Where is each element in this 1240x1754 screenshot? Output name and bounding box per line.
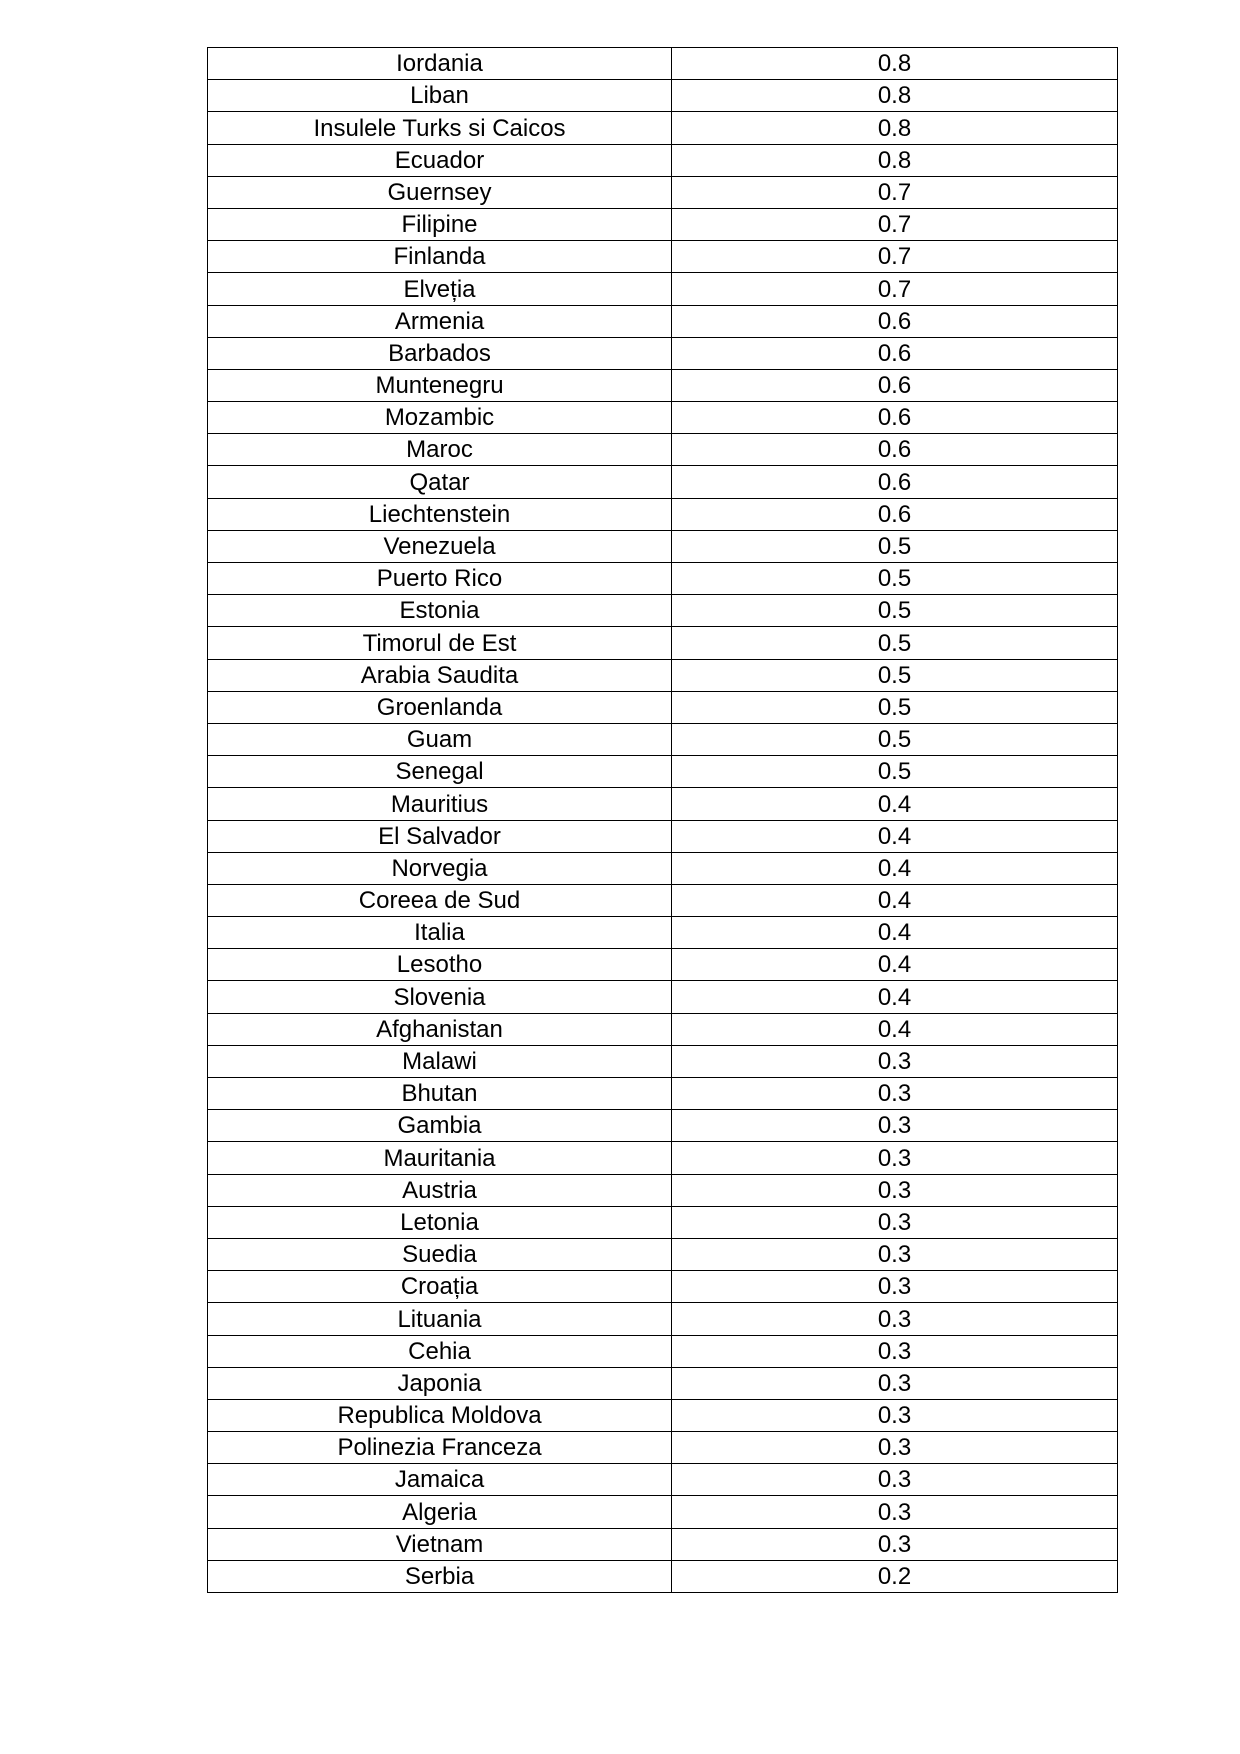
country-cell: Guam (208, 723, 672, 755)
table-row (208, 1496, 1118, 1528)
table-row (208, 1078, 1118, 1110)
value-cell: 0.3 (672, 1335, 1118, 1367)
country-cell: Puerto Rico (208, 563, 672, 595)
table-row (208, 1142, 1118, 1174)
country-cell: Ecuador (208, 144, 672, 176)
table-row (208, 369, 1118, 401)
table-row (208, 917, 1118, 949)
table-row (208, 80, 1118, 112)
table-row (208, 949, 1118, 981)
country-cell: Finlanda (208, 241, 672, 273)
table-row (208, 1335, 1118, 1367)
country-cell: Afghanistan (208, 1013, 672, 1045)
table-row (208, 1206, 1118, 1238)
value-cell: 0.8 (672, 80, 1118, 112)
value-cell: 0.3 (672, 1142, 1118, 1174)
value-cell: 0.3 (672, 1271, 1118, 1303)
table-row (208, 788, 1118, 820)
country-value-table (207, 47, 1118, 1593)
country-cell: Guernsey (208, 176, 672, 208)
value-cell: 0.3 (672, 1303, 1118, 1335)
country-cell: Bhutan (208, 1078, 672, 1110)
country-cell: Armenia (208, 305, 672, 337)
value-cell: 0.4 (672, 788, 1118, 820)
value-cell: 0.5 (672, 659, 1118, 691)
table-row (208, 627, 1118, 659)
value-cell: 0.8 (672, 112, 1118, 144)
value-cell: 0.3 (672, 1367, 1118, 1399)
value-cell: 0.7 (672, 208, 1118, 240)
value-cell: 0.3 (672, 1432, 1118, 1464)
value-cell: 0.3 (672, 1528, 1118, 1560)
value-cell: 0.3 (672, 1206, 1118, 1238)
country-cell: Timorul de Est (208, 627, 672, 659)
value-cell: 0.3 (672, 1464, 1118, 1496)
country-cell: Slovenia (208, 981, 672, 1013)
country-cell: Insulele Turks si Caicos (208, 112, 672, 144)
value-cell: 0.7 (672, 176, 1118, 208)
country-cell: Muntenegru (208, 369, 672, 401)
table-row (208, 1045, 1118, 1077)
country-cell: Liechtenstein (208, 498, 672, 530)
value-cell: 0.8 (672, 48, 1118, 80)
value-cell: 0.3 (672, 1399, 1118, 1431)
country-cell: Gambia (208, 1110, 672, 1142)
country-cell: Jamaica (208, 1464, 672, 1496)
value-cell: 0.6 (672, 402, 1118, 434)
country-cell: Senegal (208, 756, 672, 788)
country-cell: Estonia (208, 595, 672, 627)
value-cell: 0.6 (672, 466, 1118, 498)
table-row (208, 48, 1118, 80)
table-row (208, 756, 1118, 788)
country-cell: Italia (208, 917, 672, 949)
table-row (208, 241, 1118, 273)
value-cell: 0.2 (672, 1560, 1118, 1592)
country-cell: Lituania (208, 1303, 672, 1335)
country-cell: Venezuela (208, 530, 672, 562)
country-cell: Liban (208, 80, 672, 112)
country-cell: Polinezia Franceza (208, 1432, 672, 1464)
value-cell: 0.3 (672, 1045, 1118, 1077)
table-row (208, 1528, 1118, 1560)
value-cell: 0.5 (672, 756, 1118, 788)
value-cell: 0.7 (672, 273, 1118, 305)
country-cell: Serbia (208, 1560, 672, 1592)
table-row (208, 595, 1118, 627)
table-row (208, 402, 1118, 434)
country-cell: Barbados (208, 337, 672, 369)
table-row (208, 1432, 1118, 1464)
value-cell: 0.4 (672, 852, 1118, 884)
table-row (208, 112, 1118, 144)
country-cell: Croația (208, 1271, 672, 1303)
country-cell: Norvegia (208, 852, 672, 884)
country-cell: Qatar (208, 466, 672, 498)
country-cell: Groenlanda (208, 691, 672, 723)
table-row (208, 884, 1118, 916)
value-cell: 0.8 (672, 144, 1118, 176)
table-row (208, 144, 1118, 176)
country-cell: Suedia (208, 1238, 672, 1270)
country-cell: Filipine (208, 208, 672, 240)
table-row (208, 563, 1118, 595)
value-cell: 0.5 (672, 691, 1118, 723)
table-row (208, 1303, 1118, 1335)
country-cell: Vietnam (208, 1528, 672, 1560)
country-cell: Mauritius (208, 788, 672, 820)
country-cell: Malawi (208, 1045, 672, 1077)
table-row (208, 852, 1118, 884)
value-cell: 0.5 (672, 530, 1118, 562)
value-cell: 0.6 (672, 434, 1118, 466)
table-row (208, 1367, 1118, 1399)
table-row (208, 498, 1118, 530)
table-row (208, 305, 1118, 337)
table-body (208, 48, 1118, 1593)
table-row (208, 273, 1118, 305)
table-row (208, 208, 1118, 240)
country-cell: Austria (208, 1174, 672, 1206)
table-row (208, 691, 1118, 723)
table-row (208, 1013, 1118, 1045)
country-cell: El Salvador (208, 820, 672, 852)
table-row (208, 466, 1118, 498)
value-cell: 0.7 (672, 241, 1118, 273)
value-cell: 0.5 (672, 723, 1118, 755)
country-cell: Mozambic (208, 402, 672, 434)
value-cell: 0.3 (672, 1078, 1118, 1110)
value-cell: 0.4 (672, 949, 1118, 981)
table-row (208, 1464, 1118, 1496)
table-row (208, 337, 1118, 369)
value-cell: 0.6 (672, 305, 1118, 337)
value-cell: 0.4 (672, 1013, 1118, 1045)
table-row (208, 1238, 1118, 1270)
value-cell: 0.4 (672, 884, 1118, 916)
value-cell: 0.4 (672, 820, 1118, 852)
country-cell: Mauritania (208, 1142, 672, 1174)
value-cell: 0.6 (672, 337, 1118, 369)
table-row (208, 434, 1118, 466)
table-row (208, 1271, 1118, 1303)
value-cell: 0.3 (672, 1238, 1118, 1270)
value-cell: 0.4 (672, 981, 1118, 1013)
country-cell: Letonia (208, 1206, 672, 1238)
value-cell: 0.6 (672, 498, 1118, 530)
country-cell: Republica Moldova (208, 1399, 672, 1431)
table-row (208, 659, 1118, 691)
value-cell: 0.3 (672, 1496, 1118, 1528)
country-cell: Coreea de Sud (208, 884, 672, 916)
value-cell: 0.3 (672, 1110, 1118, 1142)
table-row (208, 723, 1118, 755)
table-row (208, 1110, 1118, 1142)
table-row (208, 981, 1118, 1013)
table-row (208, 820, 1118, 852)
table-row (208, 176, 1118, 208)
country-cell: Iordania (208, 48, 672, 80)
country-cell: Japonia (208, 1367, 672, 1399)
country-cell: Elveția (208, 273, 672, 305)
country-cell: Arabia Saudita (208, 659, 672, 691)
value-cell: 0.5 (672, 595, 1118, 627)
table-row (208, 1174, 1118, 1206)
country-cell: Maroc (208, 434, 672, 466)
country-cell: Algeria (208, 1496, 672, 1528)
country-cell: Cehia (208, 1335, 672, 1367)
value-cell: 0.5 (672, 563, 1118, 595)
value-cell: 0.3 (672, 1174, 1118, 1206)
value-cell: 0.6 (672, 369, 1118, 401)
table-row (208, 530, 1118, 562)
table-row (208, 1560, 1118, 1592)
value-cell: 0.5 (672, 627, 1118, 659)
country-cell: Lesotho (208, 949, 672, 981)
table-row (208, 1399, 1118, 1431)
value-cell: 0.4 (672, 917, 1118, 949)
